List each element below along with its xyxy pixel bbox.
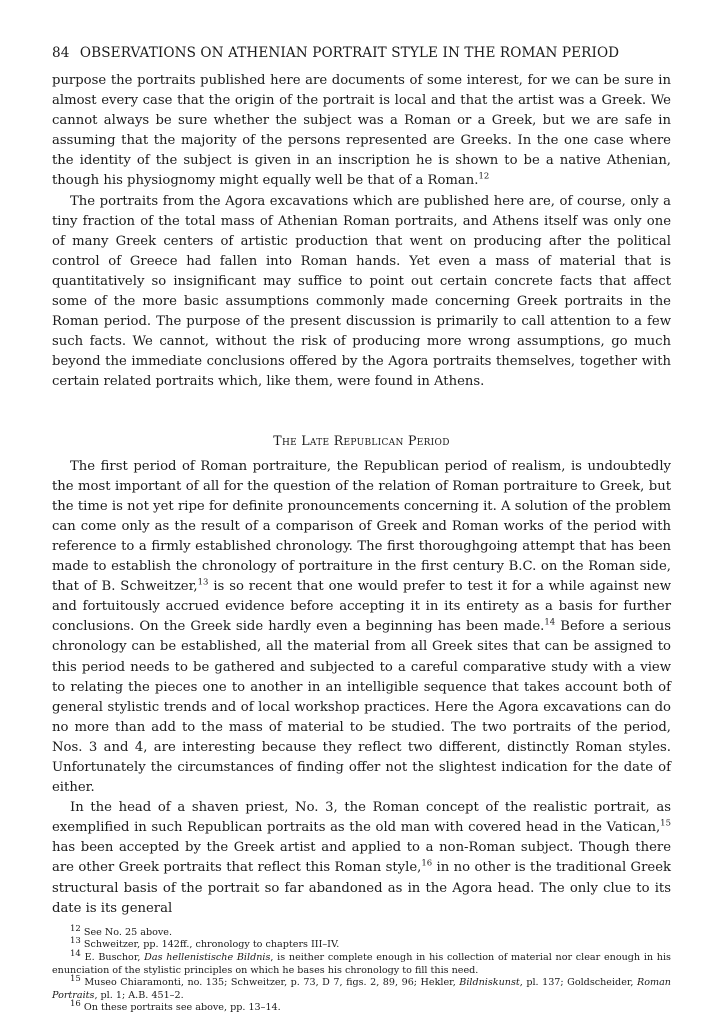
section-heading: The Late Republican Period — [273, 432, 450, 448]
paragraph-4-text-b: has been accepted by the Greek artist and applied to a non-Roman subject. Though there are other Greek portraits that reflect this Roman style, — [52, 840, 671, 876]
footnote-text: E. Buschor, — [84, 951, 145, 963]
footnote-title: Das hellenistische Bildnis — [144, 951, 271, 963]
paragraph-1 — [52, 71, 671, 192]
footnote-text: On these portraits see above, pp. 13–14. — [83, 1002, 281, 1014]
running-title: OBSERVATIONS ON ATHENIAN PORTRAIT STYLE IN THE ROMAN PERIOD — [79, 45, 620, 61]
footnote-ref-16[interactable]: 16 — [421, 859, 433, 870]
running-head — [52, 44, 671, 62]
paragraph-3 — [52, 457, 671, 799]
paragraph-2-text: The portraits from the Agora excavations which are published here are, of course, only a tiny fraction of the total mass of Athenian Roman portraits, and Athens itself was only one of many Greek centers of artistic production that went on producing after the political control of Greece had fallen into Roman hands. Yet even a mass of material that is quantitatively so insignificant may suffice to point out certain concrete facts that affect some of the more basic assumptions commonly made concerning Greek portraits in the Roman period. The purpose of the present discussion is primarily to call attention to a few such facts. We cannot, without the risk of producing more wrong assumptions, go much beyond the immediate conclusions offered by the Agora portraits themselves, together with certain related portraits which, like them, were found in Athens. — [52, 193, 671, 390]
paragraph-4 — [52, 798, 671, 919]
footnote-text: See No. 25 above. — [83, 926, 173, 938]
footnote-12 — [52, 923, 671, 940]
footnote-text: , pl. 137; Goldscheider, — [519, 977, 637, 989]
footnote-number: 13 — [70, 936, 81, 947]
paragraph-3-text-c: Before a serious chronology can be established, all the material from all Greek sites that can be assigned to this period needs to be gathered and subjected to a careful comparative study with a view to relating the pieces one to another in an intelligible sequence that takes account both of general stylistic trends and of local workshop practices. Here the Agora excavations can do no more than add to the mass of material to be studied. The two portraits of the period, Nos. 3 and 4, are interesting because they reflect two different, distinctly Roman styles. Unfortunately the circumstances of finding offer not the slightest indication for the date of either. — [52, 619, 672, 796]
footnote-13 — [52, 936, 671, 952]
footnote-number: 15 — [70, 973, 81, 984]
paragraph-1-text: purpose the portraits published here are documents of some interest, for we can be sure in almost every case that the origin of the portrait is local and that the artist was a Greek. We cannot always be sure whether the subject was a Roman or a Greek, but we are safe in assuming that the majority of the persons represented are Greeks. In the one case where the identity of the subject is given in an inscription he is shown to be a native Athenian, though his physiognomy might equally well be that of a Roman. — [52, 73, 671, 189]
paragraph-4-text-c: in no other is the traditional Greek structural basis of the portrait so far abandoned as in the Agora head. The only clue to its date is its general — [52, 860, 671, 916]
footnote-text: , is neither complete enough in his collection of material nor clear enough in his enunciation of the stylistic principles on which he bases his chronology to fill this need. — [52, 951, 671, 976]
footnote-16 — [52, 999, 671, 1015]
footnotes — [52, 923, 671, 1015]
footnote-text: Schweitzer, pp. 142ff., chronology to chapters III–IV. — [83, 939, 340, 951]
footnote-14 — [52, 948, 671, 977]
footnote-text: Museo Chiaramonti, no. 135; Schweitzer, p. 73, D 7, figs. 2, 89, 96; Hekler, — [84, 977, 460, 989]
paragraph-2 — [52, 192, 671, 393]
paragraph-4-text-a: In the head of a shaven priest, No. 3, the Roman concept of the realistic portrait, as exemplified in such Republican portraits as the old man with covered head in the Vatican, — [52, 800, 671, 836]
body-text — [52, 71, 671, 919]
footnote-ref-13[interactable]: 13 — [197, 577, 209, 588]
page-number: 84 — [52, 45, 70, 61]
paragraph-3-text-b: is so recent that one would prefer to test it for a while against new and fortuitously accrued evidence before accepting it in its entirety as a basis for further conclusions. On the Greek side hardly even a beginning has been made. — [52, 579, 671, 635]
footnote-text: , pl. 1; A.B. 451–2. — [94, 989, 184, 1001]
footnote-ref-12[interactable]: 12 — [478, 172, 490, 183]
footnote-ref-14[interactable]: 14 — [544, 617, 556, 628]
footnote-15 — [52, 973, 671, 1002]
footnote-ref-15[interactable]: 15 — [660, 818, 671, 829]
paragraph-3-text-a: The first period of Roman portraiture, the Republican period of realism, is undoubtedly the most important of all for the question of the relation of Roman portraiture to Greek, but the time is not yet ripe for definite pronouncements concerning it. A solution of the problem can come only as the result of a comparison of Greek and Roman works of the period with reference to a firmly established chronology. The first thoroughgoing attempt that has been made to establish the chronology of portraiture in the first century B.C. on the Roman side, that of B. Schweitzer, — [52, 458, 671, 595]
footnote-title: Roman Portraits — [52, 977, 671, 1001]
footnote-number: 16 — [70, 999, 81, 1010]
footnote-number: 14 — [70, 948, 81, 959]
footnote-number: 12 — [70, 923, 81, 934]
footnote-title: Bildniskunst — [459, 977, 520, 989]
